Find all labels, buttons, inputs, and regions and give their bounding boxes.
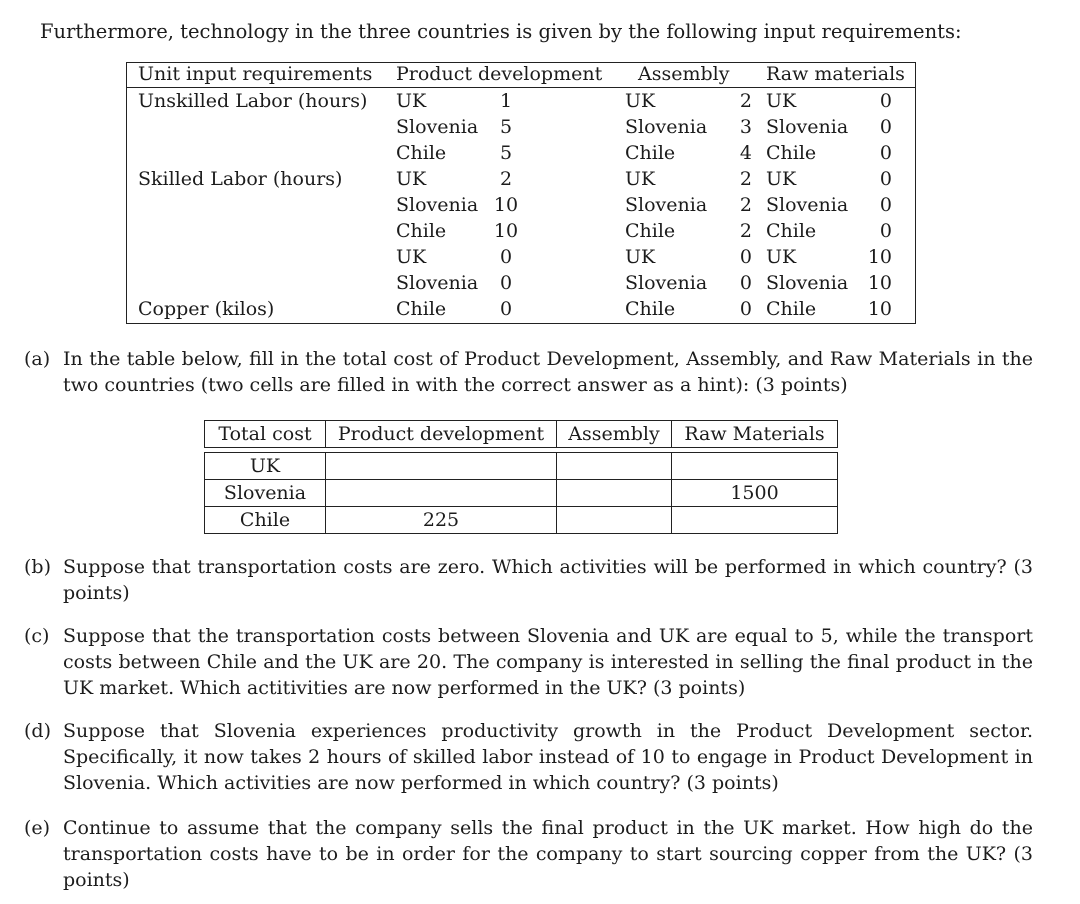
input-cell-rm-val: 10 xyxy=(867,272,892,294)
cost-cell-chile-rm[interactable] xyxy=(671,506,838,534)
question-b-label: (b) xyxy=(24,556,51,578)
intro-text: Furthermore, technology in the three countries is given by the following input requirements: xyxy=(40,20,962,43)
row-label-skilled: Skilled Labor (hours) xyxy=(138,168,343,190)
question-a-text: In the table below, fill in the total cost of Product Development, Assembly, and Raw Materials in the two countries (two cells are filled in with the correct answer as a hint): (3 points) xyxy=(63,348,1033,396)
input-cell-as-country: Chile xyxy=(625,142,676,164)
cost-cell-slovenia-assembly[interactable] xyxy=(556,479,672,507)
cost-header-total: Total cost xyxy=(204,420,326,448)
input-cell-rm-val: 0 xyxy=(879,220,892,242)
question-c-text: Suppose that the transportation costs between Slovenia and UK are equal to 5, while the transport costs between Chile and the UK are 20. The company is interested in selling the final product in the UK market. Which actitivities are now performed in the UK? (3 points) xyxy=(63,625,1033,699)
input-cell-pd-country: Chile xyxy=(396,298,447,320)
input-cell-as-val: 0 xyxy=(739,272,752,294)
input-cell-pd-country: Slovenia xyxy=(396,272,479,294)
cost-country-uk: UK xyxy=(204,452,326,480)
question-b xyxy=(24,554,1034,608)
question-a xyxy=(24,346,1034,400)
question-e-text: Continue to assume that the company sells the final product in the UK market. How high do the transportation costs have to be in order for the company to start sourcing copper from the UK? (3 points) xyxy=(63,817,1033,891)
input-cell-as-val: 3 xyxy=(739,116,752,138)
question-a-label: (a) xyxy=(24,348,51,370)
cost-header-raw-materials: Raw Materials xyxy=(671,420,838,448)
input-cell-as-country: Chile xyxy=(625,298,676,320)
input-cell-as-country: Slovenia xyxy=(625,194,708,216)
question-e-label: (e) xyxy=(24,817,51,839)
question-b-text: Suppose that transportation costs are zero. Which activities will be performed in which country? (3 points) xyxy=(63,556,1033,604)
total-cost-table xyxy=(204,420,838,534)
input-cell-pd-country: Chile xyxy=(396,142,447,164)
row-label-unskilled: Unskilled Labor (hours) xyxy=(138,90,368,112)
input-cell-pd-country: UK xyxy=(396,168,427,190)
cost-header-assembly: Assembly xyxy=(556,420,672,448)
cost-header-product-development: Product development xyxy=(325,420,557,448)
header-rule xyxy=(126,87,916,88)
input-cell-as-country: UK xyxy=(625,90,656,112)
cost-cell-slovenia-pd[interactable] xyxy=(325,479,557,507)
input-cell-as-country: Chile xyxy=(625,220,676,242)
input-cell-pd-country: Slovenia xyxy=(396,116,479,138)
header-raw-materials: Raw materials xyxy=(766,63,905,85)
header-product-development: Product development xyxy=(396,63,603,85)
input-cell-pd-val: 5 xyxy=(499,116,513,138)
cost-country-chile: Chile xyxy=(204,506,326,534)
input-requirements-table xyxy=(126,62,916,324)
input-cell-pd-val: 10 xyxy=(493,220,519,242)
input-cell-pd-country: UK xyxy=(396,246,427,268)
row-label-copper: Copper (kilos) xyxy=(138,298,275,320)
input-cell-as-country: UK xyxy=(625,168,656,190)
input-cell-pd-val: 0 xyxy=(499,298,513,320)
input-cell-rm-val: 10 xyxy=(867,298,892,320)
input-cell-pd-val: 0 xyxy=(499,272,513,294)
input-cell-as-val: 2 xyxy=(739,168,752,190)
input-cell-rm-country: Chile xyxy=(766,298,817,320)
input-cell-rm-country: Chile xyxy=(766,220,817,242)
input-cell-rm-val: 0 xyxy=(879,90,892,112)
input-cell-pd-val: 5 xyxy=(499,142,513,164)
question-c xyxy=(24,623,1034,703)
question-d-label: (d) xyxy=(24,720,51,742)
cost-cell-slovenia-rm[interactable]: 1500 xyxy=(671,479,838,507)
input-cell-pd-country: Chile xyxy=(396,220,447,242)
input-cell-as-country: Slovenia xyxy=(625,116,708,138)
input-cell-as-val: 2 xyxy=(739,90,752,112)
cost-cell-chile-assembly[interactable] xyxy=(556,506,672,534)
input-cell-rm-val: 0 xyxy=(879,194,892,216)
input-cell-pd-val: 2 xyxy=(499,168,513,190)
input-cell-pd-val: 10 xyxy=(493,194,519,216)
input-cell-rm-country: Slovenia xyxy=(766,272,849,294)
question-e xyxy=(24,815,1034,895)
input-cell-pd-val: 1 xyxy=(499,90,513,112)
input-cell-rm-country: Slovenia xyxy=(766,116,849,138)
input-cell-as-val: 4 xyxy=(739,142,752,164)
input-cell-rm-val: 0 xyxy=(879,116,892,138)
input-cell-rm-country: UK xyxy=(766,246,797,268)
input-cell-as-country: UK xyxy=(625,246,656,268)
header-unit-input: Unit input requirements xyxy=(138,63,373,85)
input-cell-rm-country: Slovenia xyxy=(766,194,849,216)
input-cell-as-val: 0 xyxy=(739,246,752,268)
input-cell-rm-country: UK xyxy=(766,168,797,190)
input-cell-rm-val: 0 xyxy=(879,168,892,190)
input-cell-pd-val: 0 xyxy=(499,246,513,268)
input-cell-pd-country: UK xyxy=(396,90,427,112)
cost-cell-uk-assembly[interactable] xyxy=(556,452,672,480)
input-cell-rm-country: Chile xyxy=(766,142,817,164)
input-cell-as-val: 0 xyxy=(739,298,752,320)
header-assembly: Assembly xyxy=(638,63,730,85)
input-cell-as-val: 2 xyxy=(739,194,752,216)
input-cell-as-val: 2 xyxy=(739,220,752,242)
input-cell-rm-country: UK xyxy=(766,90,797,112)
input-cell-pd-country: Slovenia xyxy=(396,194,479,216)
question-d-text: Suppose that Slovenia experiences productivity growth in the Product Development sector. Specifically, it now takes 2 hours of skilled labor instead of 10 to engage in Product Development in Slovenia. Which activities are now performed in which country? (3 points) xyxy=(63,720,1033,794)
cost-cell-chile-pd[interactable]: 225 xyxy=(325,506,557,534)
cost-cell-uk-rm[interactable] xyxy=(671,452,838,480)
cost-cell-uk-pd[interactable] xyxy=(325,452,557,480)
question-d xyxy=(24,718,1034,798)
input-cell-rm-val: 0 xyxy=(879,142,892,164)
cost-country-slovenia: Slovenia xyxy=(204,479,326,507)
input-cell-as-country: Slovenia xyxy=(625,272,708,294)
question-c-label: (c) xyxy=(24,625,50,647)
input-cell-rm-val: 10 xyxy=(867,246,892,268)
